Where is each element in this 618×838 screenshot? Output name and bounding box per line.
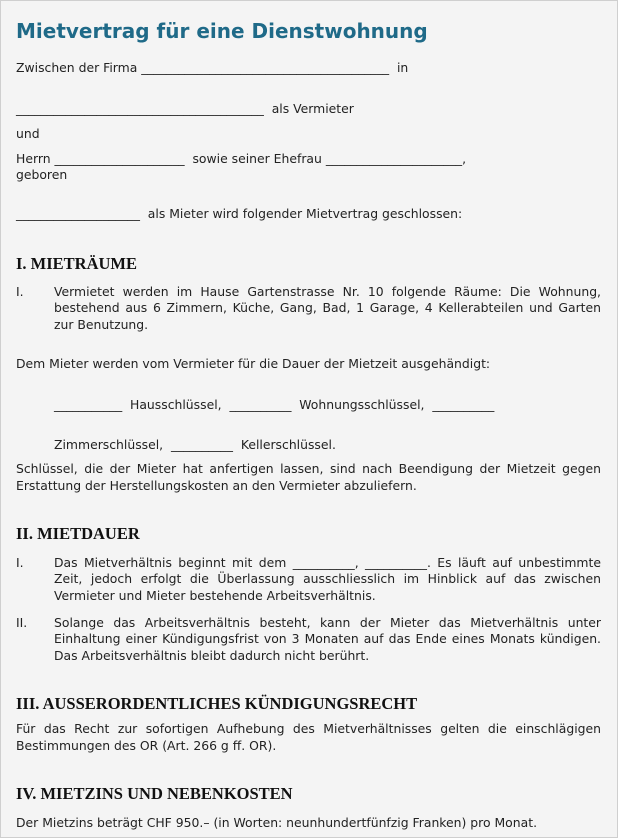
section2-item1	[16, 555, 601, 604]
intro-and: und	[16, 126, 40, 141]
item-text: Das Mietverhältnis beginnt mit dem __________, __________. Es läuft auf unbestimmte Zeit, jedoch erfolgt die Überlassung ausschliesslich im Hinblick auf das zwischen Vermieter und Mieter bestehende Arbeitsverhältnis.	[54, 555, 601, 603]
keys-line-2: Zimmerschlüssel, __________ Kellerschlüssel.	[54, 437, 336, 452]
intro-born: geboren	[16, 167, 68, 182]
section2-item2	[16, 615, 601, 664]
section1-item1	[16, 284, 601, 333]
keys-note: Schlüssel, die der Mieter hat anfertigen lassen, sind nach Beendigung der Mietzeit gegen Erstattung der Herstellungskosten an den Vermieter abzuliefern.	[16, 461, 601, 493]
item-number: I.	[16, 555, 24, 570]
document-title: Mietvertrag für eine Dienstwohnung	[16, 19, 428, 43]
item-text: Solange das Arbeitsverhältnis besteht, kann der Mieter das Mietverhältnis unter Einhaltung einer Kündigungsfrist von 3 Monaten auf das Ende eines Monats kündigen. Das Arbeitsverhältnis bleibt dadurch nicht berührt.	[54, 615, 601, 663]
section-heading-mietzins: IV. MIETZINS UND NEBENKOSTEN	[16, 784, 293, 803]
intro-firm-line: Zwischen der Firma ________________________________________ in	[16, 60, 409, 75]
section-heading-mietdauer: II. MIETDAUER	[16, 524, 140, 543]
section4-text: Der Mietzins beträgt CHF 950.– (in Worten: neunhundertfünfzig Franken) pro Monat.	[16, 815, 538, 830]
keys-line-1: ___________ Hausschlüssel, __________ Wohnungsschlüssel, __________	[54, 397, 495, 412]
section3-text: Für das Recht zur sofortigen Aufhebung des Mietverhältnisses gelten die einschlägigen Bestimmungen des OR (Art. 266 g ff. OR).	[16, 721, 601, 753]
item-text: Vermietet werden im Hause Gartenstrasse Nr. 10 folgende Räume: Die Wohnung, bestehend aus 6 Zimmern, Küche, Gang, Bad, 1 Garage, 4 Kellerabteilen und Garten zur Benutzung.	[54, 284, 601, 332]
intro-tenant-line: Herrn _____________________ sowie seiner Ehefrau ______________________,	[16, 151, 467, 166]
keys-intro: Dem Mieter werden vom Vermieter für die Dauer der Mietzeit ausgehändigt:	[16, 356, 491, 371]
section-heading-mietraeume: I. MIETRÄUME	[16, 254, 138, 273]
intro-landlord-line: ________________________________________ als Vermieter	[16, 101, 354, 116]
intro-tenant-clause: ____________________ als Mieter wird folgender Mietvertrag geschlossen:	[16, 206, 463, 221]
section-heading-kuendigungsrecht: III. AUSSERORDENTLICHES KÜNDIGUNGSRECHT	[16, 694, 418, 713]
item-number: II.	[16, 615, 28, 630]
item-number: I.	[16, 284, 24, 299]
